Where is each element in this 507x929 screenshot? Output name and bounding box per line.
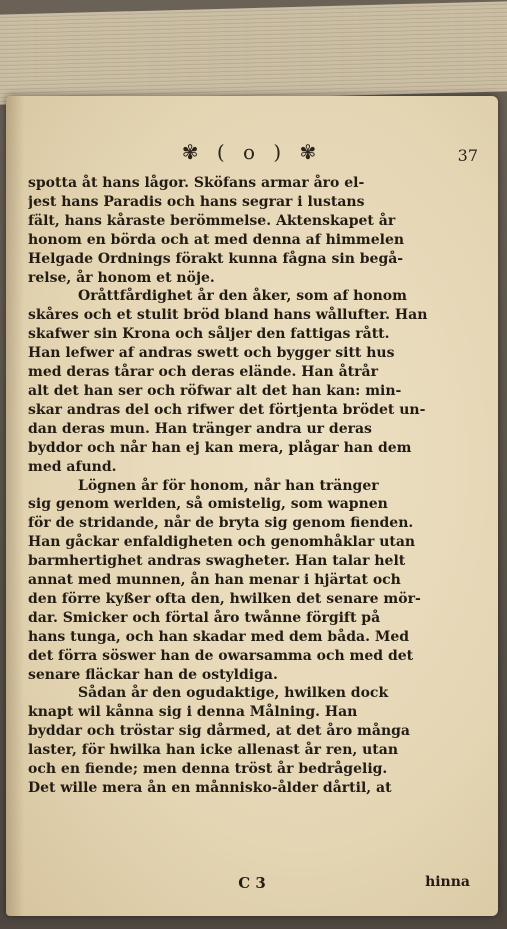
catchword: hinna xyxy=(425,874,470,890)
text-line: knapt wil kånna sig i denna Målning. Han xyxy=(28,704,358,721)
text-line: Sådan år den ogudaktige, hwilken dock xyxy=(78,685,389,702)
text-line: laster, för hwilka han icke allenast år ren, utan xyxy=(28,742,399,759)
book-page xyxy=(6,96,498,916)
text-line: Han gåckar enfaldigheten och genomhåklar utan xyxy=(28,534,416,551)
text-line: Han lefwer af andras swett och bygger sitt hus xyxy=(28,345,395,362)
text-line: fält, hans kåraste berömmelse. Aktenskapet år xyxy=(28,212,396,229)
text-line: Det wille mera ån en månnisko-ålder dårtil, at xyxy=(28,780,392,796)
text-line: jest hans Paradis och hans segrar i lustans xyxy=(28,193,365,210)
page-number: 37 xyxy=(457,146,478,165)
text-line: och en fiende; men denna tröst år bedrågelig. xyxy=(28,761,388,778)
text-line: Lögnen år för honom, når han tränger xyxy=(78,477,379,494)
text-line: skar andras del och rifwer det förtjenta brödet un- xyxy=(28,401,426,418)
text-line: honom en börda och at med denna af himmelen xyxy=(28,231,405,248)
header-ornament: ✾ ( o ) ✾ xyxy=(181,140,323,164)
text-line: dan deras mun. Han tränger andra ur deras xyxy=(28,420,372,437)
text-line: alt det han ser och röfwar alt det han kan: min- xyxy=(28,382,402,399)
text-line: det förra söswer han de owarsamma och med det xyxy=(28,647,414,664)
text-line: byddor och når han ej kan mera, plågar han dem xyxy=(28,439,412,456)
text-line: för de stridande, når de bryta sig genom fienden. xyxy=(28,515,414,532)
text-line: Oråttfårdighet år den åker, som af honom xyxy=(78,288,407,305)
text-line: Helgade Ordnings förakt kunna fågna sin begå- xyxy=(28,250,404,267)
text-line: skåres och et stulit bröd bland hans wållufter. Han xyxy=(28,307,428,324)
text-line: med deras tårar och deras elände. Han åtrår xyxy=(28,364,378,381)
text-line: senare fläckar han de ostyldiga. xyxy=(28,666,278,683)
text-line: med afund. xyxy=(28,458,117,475)
text-line: sig genom werlden, så omistelig, som wapnen xyxy=(28,496,388,513)
body-text xyxy=(28,174,478,798)
text-line: den förre kyßer ofta den, hwilken det senare mör- xyxy=(28,590,421,607)
book-page-edges xyxy=(0,1,507,104)
text-line: spotta åt hans lågor. Sköfans armar åro el- xyxy=(28,175,365,191)
text-line: annat med munnen, ån han menar i hjärtat och xyxy=(28,572,401,589)
text-line: dar. Smicker och förtal åro twånne förgift på xyxy=(28,609,381,626)
text-line: barmhertighet andras swagheter. Han talar helt xyxy=(28,553,406,570)
text-line: hans tunga, och han skadar med dem båda. Med xyxy=(28,628,410,645)
text-line: relse, år honom et nöje. xyxy=(28,269,215,286)
signature-mark: C 3 xyxy=(238,874,266,892)
text-line: byddar och tröstar sig dårmed, at det åro många xyxy=(28,723,410,740)
text-line: skafwer sin Krona och såljer den fattigas rått. xyxy=(28,326,390,343)
